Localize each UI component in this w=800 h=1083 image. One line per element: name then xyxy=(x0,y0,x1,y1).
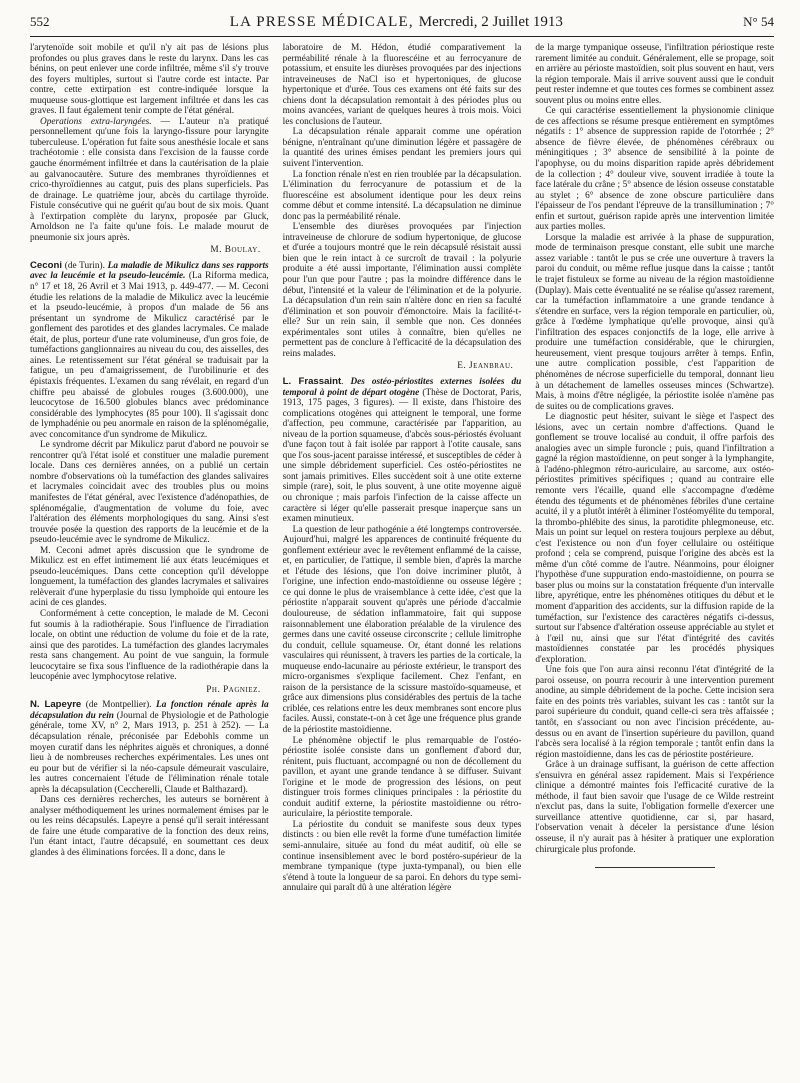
section-lead: Operations extra-laryngées. xyxy=(40,116,152,127)
paragraph: de la marge tympanique osseuse, l'infiltration périostique reste rarement limitée au conduit. Généralement, elle se propage, soit en arrière au périoste mastoïdien, soit plus souvent en haut, vers la région temporale. Mais il arrive souvent aussi que le conduit peut rester indemne et que toutes ces formes se combinent assez souvent plus ou moins entre elles. xyxy=(535,43,775,106)
page-header xyxy=(30,14,774,37)
article-title: La maladie de Mikulicz dans ses rapports avec la leucémie et la pseudo-leucémie. xyxy=(30,260,269,282)
paragraph: Conformément à cette conception, le malade de M. Ceconi fut soumis à la radiothérapie. Sous l'influence de l'irradiation locale, on obtint une réduction de volume du foie et de la rate, ainsi que des parotides. La tuméfaction des glandes lacrymales resta sans changement. Au point de vue sanguin, la formule leucocytaire se fixa sous l'influence de la radiothérapie dans la leucopénie avec lymphocytose relative. xyxy=(30,608,269,683)
article-heading xyxy=(30,261,269,440)
article-lapeyre xyxy=(30,700,269,858)
paragraph-text: (Thèse de Doctorat, Paris, 1913, 175 pages, 3 figures). — Il existe, dans l'histoire des complications otogènes qui atteignent le temporal, une forme d'affection, peu commune, caractérisée par l'apparition, au niveau de la portion squameuse, d'abcès sous-périostés évoluant d'une façon tout à fait isolée par rapport à l'otite causale, sans que l'os sous-jacent paraisse intéressé, et susceptibles de céder à une simple débridement superficiel. Ces ostéo-périostites ne sont jamais primitives. Elles succèdent soit à une otite externe simple (rare), soit, le plus souvent, à une otite moyenne aiguë ou chronique ; mais parfois l'infection de la caisse affecte un caractère si léger qu'elle passerait presque inaperçue sans un examen minutieux. xyxy=(282,387,522,525)
author-affiliation: (de Montpellier). xyxy=(81,700,157,711)
paragraph: Dans ces dernières recherches, les auteurs se bornèrent à analyser méthodiquement les urines normalement émises par le ou les reins décapsulés. Lapeyre a pensé qu'il serait intéressant de faire une étude comparative de la fonction des deux reins, l'un étant intact, l'autre décapsulé, en soumettant ces deux glandes à des éliminations forcées. Il a donc, dans le xyxy=(30,795,269,859)
article-title: Des ostéo-périostites externes isolées du temporal à point de départ otogène xyxy=(282,376,522,398)
article-heading: L. Frassaint. Des ostéo-périostites externes isolées du temporal à point de départ otogène (Thèse de Doctorat, Paris, 1913, 175 pages, 3 figures). — Il existe, dans l'histoire des complications otogènes qui atteignent le temporal, une forme d'affection, peu commune, caractérisée par l'apparition, au niveau de la portion squameuse, d'abcès sous-périostés évoluant d'une façon tout à fait isolée par rapport à l'otite causale, sans que l'os sous-jacent paraisse intéressé, et susceptibles de céder à une simple débridement superficiel. Ces ostéo-périostites ne sont jamais primitives. Elles succèdent soit à une otite externe simple (rare), soit, le plus souvent, à une otite moyenne aiguë ou chronique ; mais parfois l'infection de la caisse affecte un caractère si léger qu'elle passerait presque inaperçue sans un examen minutieux. xyxy=(282,375,522,525)
column-right xyxy=(535,43,774,1083)
page-number: 552 xyxy=(30,14,50,29)
paragraph: La périostite du conduit se manifeste sous deux types distincts : ou bien elle revêt la forme d'une tuméfaction limitée semi-annulaire, située au fond du méat auditif, où elle se continue insensiblement avec le bord postéro-supérieur de la membrane tympanique (type juxta-tympanal), ou bien elle s'étend à toute la longueur de sa paroi. En dehors du type semi-annulaire qui paraît dû à une altération légère xyxy=(282,819,522,894)
journal-name: LA PRESSE MÉDICALE, xyxy=(229,14,414,30)
paragraph-text: — L'auteur n'a pratiqué personnellement qu'une fois la laryngo-fissure pour laryngite tuberculeuse. L'opération fut faite sous anesthésie locale et sans trachéotomie : elle consista dans l'excision de la fausse corde gauche énormément infiltrée et dans la cautérisation de la plaie au galvanocautère. Suture des membranes thyroïdiennes et crico-thyroïdiennes au catgut, puis des plans superficiels. Pas de drainage. Le quatrième jour, abcès du cartilage thyroïde. Fistule consécutive qui ne guérit qu'au bout de six mois. Quant à l'extirpation complète du larynx, proposée par Gluck, Arnoldson ne l'a faite qu'une fois. Le malade mourut de pneumonie six jours après. xyxy=(30,116,269,243)
paragraph: Le diagnostic peut hésiter, suivant le siège et l'aspect des lésions, avec un certain nombre d'affections. Quand le gonflement se trouve localisé au conduit, il offre parfois des analogies avec un simple furoncle ; puis, quand l'infiltration a gagné la région mastoïdienne, on peut songer à la lymphangite, à l'adéno-phlegmon rétro-auriculaire, au sarcome, aux ostéo-périostites primitives spécifiques ; quand au contraire elle remonte vers l'écaille, quand elle s'accompagne d'œdème étendu des téguments et de phénomènes fébriles d'une certaine acuité, il y a plutôt intérêt à éliminer l'ostéomyélite du temporal, la thrombo-phlébite des sinus, la parotidite phlegmoneuse, etc. Mais un point sur lequel on restera toujours perplexe au début, c'est l'existence ou non d'un foyer cellulaire ou ostéitique profond ; cela se comprend, puisque l'origine des abcès est la même d'un côté comme de l'autre. Néanmoins, pour éloigner l'hypothèse d'une suppuration endo-mastoïdienne, on pourra se baser plus ou moins sur la constatation fréquente d'un intervalle libre, apyrétique, entre les phénomènes otitiques du début et le moment d'apparition des accidents, sur la diffusion rapide de la tuméfaction, sur l'existence des caractères négatifs ci-dessus, surtout sur l'absence d'altération osseuse appréciable au stylet et à l'œil nu, ainsi que sur l'état d'intégrité des cavités mastoïdiennes constatée par les procédés physiques d'exploration. xyxy=(535,412,775,665)
author-affiliation: (de Turin). xyxy=(62,260,108,271)
article-heading xyxy=(30,700,269,795)
article-frassaint xyxy=(283,377,522,894)
paragraph: l'arytenoïde soit mobile et qu'il n'y ait pas de lésions plus profondes ou plus graves dans le reste du larynx. Dans les cas bénins, on peut enlever une corde infiltrée, même s'il s'y trouve des foyers multiples, surtout si l'autre corde est intacte. Par contre, cette extirpation est contre-indiquée lorsque la muqueuse sous-glottique est largement infiltrée et dans les cas graves. Il faut également tenir compte de l'état général. xyxy=(30,43,269,117)
issue-number: N° 54 xyxy=(743,14,774,29)
paragraph: Le syndrome décrit par Mikulicz parut d'abord ne pouvoir se rencontrer qu'à l'état isolé et constituer une maladie purement locale. Dans ces dernières années, on a publié un certain nombre d'observations où la tuméfaction des glandes salivaires et lacrymales coïncidait avec des troubles plus ou moins manifestes de l'état général, avec l'existence d'adénopathies, de splénomégalie, d'augmentation de volume du foie, avec l'altération des éléments morphologiques du sang. Ainsi s'est trouvée posée la question des rapports de la leucémie et de la pseudo-leucémie avec le syndrome de Mikulicz. xyxy=(30,440,269,546)
paragraph: La fonction rénale n'est en rien troublée par la décapsulation. L'élimination du ferrocyanure de potassium et de la fluorescéine est absolument identique pour les deux reins comme début et comme intensité. La décapsulation ne diminue donc pas la perméabilité rénale. xyxy=(282,169,522,222)
paragraph: L'ensemble des diurèses provoquées par l'injection intraveineuse de chlorure de sodium hypertonique, de glucose et d'urée a toujours montré que le rein décapsulé résistait aussi bien que le rein intact à ce surcroît de travail : la polyurie produite a été aussi importante, l'élimination aussi complète pour l'un que pour l'autre ; pas la moindre différence dans le début, l'intensité et la valeur de l'élimination et de la polyurie. La décapsulation d'un rein sain n'altère donc en rien sa faculté d'élimination et son pouvoir d'émonctoire. Mais la facilité-t-elle? Sur un rein sain, il semble que non. Ces données expérimentales sont utiles à connaître, bien qu'elles ne permettent pas de conclure à l'efficacité de la décapsulation des reins malades. xyxy=(282,222,522,359)
paragraph: Le phénomène objectif le plus remarquable de l'ostéo-périostite isolée consiste dans un gonflement d'abord dur, rénitent, puis fluctuant, accompagné ou non de décollement du pavillon, et ayant une grande tendance à se diffuser. Suivant l'origine et le mode de progression des lésions, on peut distinguer trois formes cliniques principales : la périostite du conduit auditif externe, la périostite mastoïdienne ou rétro-auriculaire, la périostite temporale. xyxy=(282,735,522,820)
paragraph-text: (La Riforma medica, n° 17 et 18, 26 Avril et 3 Mai 1913, p. 449-477. — M. Ceconi étudie les relations de la maladie de Mikulicz avec la leucémie et la pseudo-leucémie, à propos d'un malade de 56 ans présentant un syndrome de Mikulicz caractérisé par le gonflement des parotides et des glandes lacrymales. Ce malade était, de plus, porteur d'une rate volumineuse, d'un gros foie, de tuméfactions ganglionnaires au niveau du cou, des aisselles, des aines. Le retentissement sur l'état général se traduisait par la fatigue, un peu d'amaigrissement, de l'urobilinurie et des épistaxis fréquentes. L'examen du sang révélait, en regard d'un chiffre peu abaissé de globules rouges (3.600.000), une leucocytose de 16.500 globules blancs avec prédominance considérable des lymphocytes (85 pour 100). Il s'agissait donc de lymphadénie ou peu anormale en raison de la splénomégalie, avec concomitance d'un syndrome de Mikulicz. xyxy=(30,271,269,440)
paragraph: Une fois que l'on aura ainsi reconnu l'état d'intégrité de la paroi osseuse, on pourra recourir à une intervention purement anodine, au simple débridement de la poche. Cette incision sera faite en des points très variables, suivant les cas : tantôt sur la paroi supérieure du conduit, quand celle-ci sera très affaissée ; tantôt, en s'associant ou non avec l'incision précédente, au-dessus ou en avant de l'insertion supérieure du pavillon, quand l'abcès sera localisé à la région temporale ; tantôt enfin dans la région mastoïdienne, dans les cas de périostite postérieure. xyxy=(535,665,775,760)
article-author: Ceconi xyxy=(30,259,62,271)
journal-header xyxy=(230,14,563,31)
article-author: L. Frassaint xyxy=(282,375,342,387)
article-ceconi xyxy=(30,261,269,695)
paragraph: La question de leur pathogénie a été longtemps controversée. Aujourd'hui, malgré les apparences de continuité fréquente du gonflement extérieur avec le revêtement enflammé de la caisse, et, en particulier, de l'attique, il semble bien, d'après la marche et l'étude des lésions, que l'on doive incriminer plutôt, à l'origine, une infection endo-mastoïdienne ou osseuse légère ; ce qui donne le plus de vraisemblance à cette idée, c'est que la périostite n'apparait souvent qu'après une période d'accalmie douloureuse, de sédation inflammatoire, fait qui suppose raisonnablement une élaboration préalable de la virulence des germes dans une cavité osseuse circonscrite ; cellule limitrophe du conduit, cellule squameuse. Or, étant donné les relations vasculaires qui réunissent, à travers les parties de la corticale, la muqueuse endo-lacunaire au périoste extérieur, le transport des micro-organismes s'explique facilement. Chez l'enfant, en raison de la persistance de la scissure mastoïdo-squameuse, et grâce aux dimensions plus considérables des pertuis de la tache criblée, ces relations entre les deux membranes sont encore plus faciles. Aussi, constate-t-on à cet âge une fréquence plus grande de la périostite mastoïdienne. xyxy=(282,524,522,735)
signature: Ph. Pagniez. xyxy=(206,684,261,695)
paragraph: La décapsulation rénale apparait comme une opération bénigne, n'entraînant qu'une diminution légère et passagère de la quantité des urines émises pendant les premiers jours qui suivent l'intervention. xyxy=(282,127,522,170)
paragraph xyxy=(30,117,269,244)
paragraph: Grâce à un drainage suffisant, la guérison de cette affection s'ensuivra en général assez rapidement. Mais si l'expérience clinique a démontré maintes fois l'efficacité curative de la méthode, il faut bien savoir que l'usage de ce Wilde restreint n'exclut pas, dans la suite, l'obligation formelle d'exercer une surveillance attentive quotidienne, car si, par hasard, l'observation venait à déceler la persistance d'une lésion osseuse, il n'y aurait pas à hésiter à pratiquer une exploration chirurgicale plus profonde. xyxy=(535,760,775,855)
issue-date: Mercredi, 2 Juillet 1913 xyxy=(418,14,563,30)
signature: E. Jeanbrau. xyxy=(457,361,514,372)
column-left xyxy=(30,43,269,1083)
article-author: N. Lapeyre xyxy=(30,699,82,711)
paragraph: M. Ceconi admet après discussion que le syndrome de Mikulicz est en effet intimement lié aux états leucémiques et pseudo-leucémiques. Dans cette conception qu'il développe longuement, la tuméfaction des glandes lacrymales et salivaires relèverait d'une hyperplasie du tissu lymphoïde qui entoure les acini de ces glandes. xyxy=(30,545,269,609)
end-rule xyxy=(595,867,715,868)
paragraph: Ce qui caractérise essentiellement la physionomie clinique de ces affections se résume presque entièrement en symptômes négatifs : 1° absence de suppression rapide de l'otorrhée ; 2° absence de fièvre élevée, de phénomènes cérébraux ou méningitiques ; 3° absence de sensibilité à la pointe de l'apophyse, ou du moins disparition rapide après débridement de la collection ; 4° douleur vive, souvent irradiée à toute la face latérale du crâne ; 5° absence de lésion osseuse constatable au stylet ; 6° absence de zone obscure particulière dans l'épaisseur de l'os pendant l'épreuve de la transillumination ; 7° enfin et surtout, guérison rapide après une intervention limitée aux parties molles. xyxy=(535,106,775,233)
column-middle xyxy=(283,43,522,1083)
paragraph: laboratoire de M. Hédon, étudié comparativement la perméabilité rénale à la fluorescéine et au ferrocyanure de potassium, et ensuite les diurèses provoquées par des injections intraveineuses de NaCl iso et hypertoniques, de glucose hypertonique et d'urée. Tous ces examens ont été faits sur des chiens dont la décapsulation remontait à des périodes plus ou moins avancées, variant de quelques heures à trois mois. Voici les conclusions de l'auteur. xyxy=(282,43,522,127)
signature: M. Boulay. xyxy=(210,245,261,256)
paragraph: Lorsque la maladie est arrivée à la phase de suppuration, mode de terminaison presque constant, elle subit une marche assez variable : tantôt le pus se crée une ouverture à travers la paroi du conduit, ou même reflue jusque dans la caisse ; tantôt le trajet fistuleux se forme au niveau de la région mastoïdienne (Duplay). Mais cette éventualité ne se réalise qu'assez rarement, car la tuméfaction inflammatoire a une grande tendance à s'étendre en surface, vers la région temporale en particulier, où, grâce à l'œdème lymphatique qu'elle provoque, ainsi qu'à l'infiltration des espaces conjonctifs de la loge, elle arrive à produire une tuméfaction considérable, que le chirurgien, heureusement, vient presque toujours arrêter à temps. Enfin, une autre complication possible, c'est l'apparition de phénomènes de nécrose superficielle du temporal, donnant lieu à un détachement de lamelles osseuses minces (Schwartze). Mais, à moins d'être négligée, la périostite isolée n'amène pas de suites ou de complications graves. xyxy=(535,232,775,412)
article-title: La fonction rénale après la décapsulation du rein xyxy=(30,700,269,721)
text-columns xyxy=(30,43,774,1083)
paragraph-text: (Journal de Physiologie et de Pathologie générale, tome XV, n° 2, Mars 1913, p. 251 à 252). — La décapsulation rénale, préconisée par Edebohls comme un moyen curatif dans les néphrites aiguës et chroniques, a donné lieu à de nombreuses recherches expérimentales. Les unes ont eu pour but de vérifier si la néo-capsule démeurait vasculaire, les autres concernaient l'étude de l'élimination rénale totale après la décapsulation (Ceccherelli, Claude et Balthazard). xyxy=(30,710,269,795)
